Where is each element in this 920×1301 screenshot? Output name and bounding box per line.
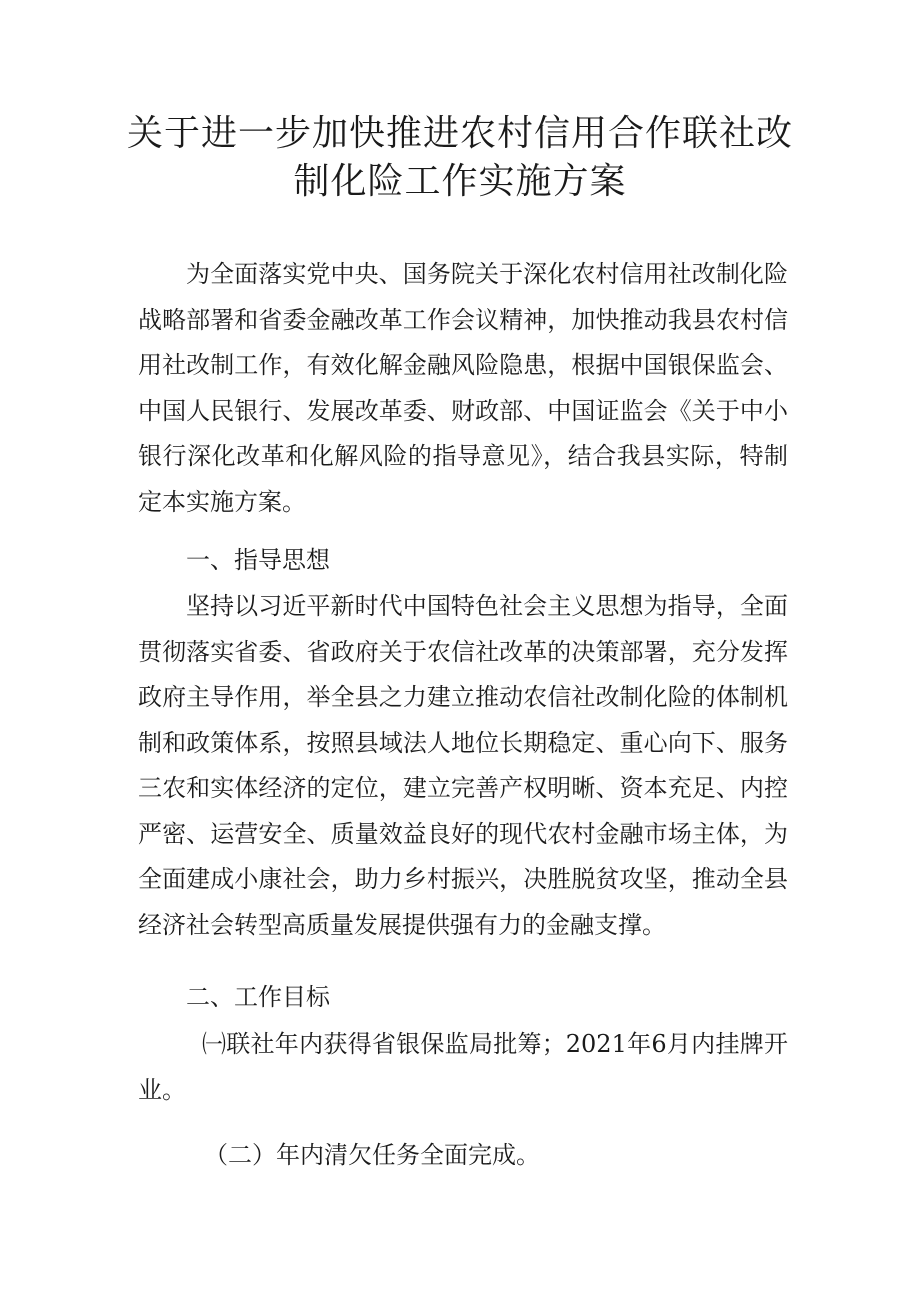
guiding-ideology-paragraph: 坚持以习近平新时代中国特色社会主义思想为指导，全面贯彻落实省委、省政府关于农信社改革的决策部署，充分发挥政府主导作用，举全县之力建立推动农信社改制化险的体制机制和政策体系，按照县域法人地位长期稳定、重心向下、服务三农和实体经济的定位，建立完善产权明晰、资本充足、内控严密、运营安全、质量效益良好的现代农村金融市场主体，为全面建成小康社会，助力乡村振兴，决胜脱贫攻坚，推动全县经济社会转型高质量发展提供强有力的金融支撑。 — [138, 592, 788, 939]
document-title-line-1: 关于进一步加快推进农村信用合作联社改 — [126, 113, 793, 154]
intro-paragraph: 为全面落实党中央、国务院关于深化农村信用社改制化险战略部署和省委金融改革工作会议精神，加快推动我县农村信用社改制工作，有效化解金融风险隐患，根据中国银保监会、中国人民银行、发展改革委、财政部、中国证监会《关于中小银行深化改革和化解风险的指导意见》，结合我县实际，特制定本实施方案。 — [138, 260, 788, 516]
section-heading-work-goals: 二、工作目标 — [186, 983, 330, 1011]
goal-item-2: （二）年内清欠任务全面完成。 — [204, 1141, 540, 1169]
goal-item-1: ㈠联社年内获得省银保监局批筹；2021年6月内挂牌开业。 — [138, 1030, 788, 1104]
document-title-line-2: 制化险工作实施方案 — [293, 161, 627, 202]
section-heading-guiding-ideology: 一、指导思想 — [186, 546, 330, 574]
